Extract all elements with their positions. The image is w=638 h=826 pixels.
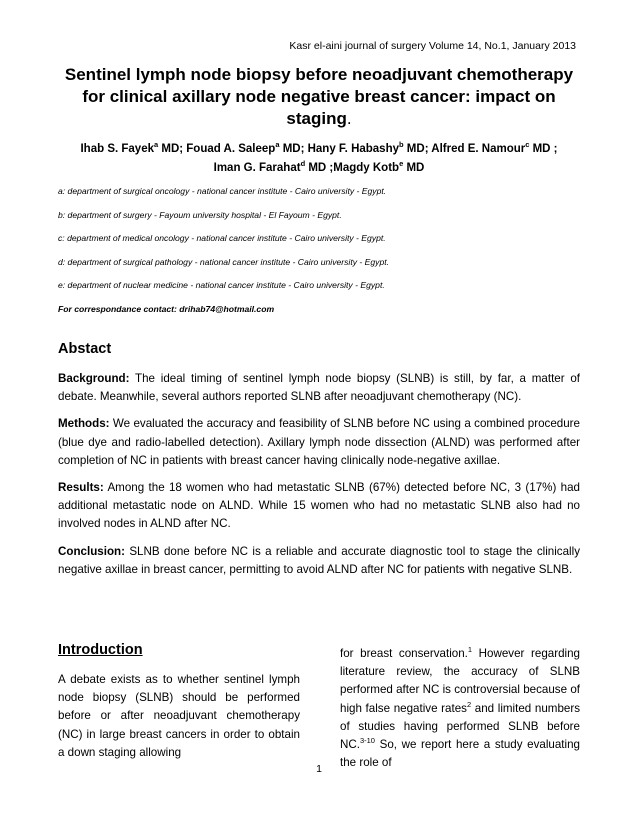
results-text: Among the 18 women who had metastatic SLNB (67%) detected before NC, 3 (17%) had additional metastatic node on ALND. While 15 women who had no metastatic SLNB also had no involved nodes in ALND after NC.: [58, 481, 580, 531]
abstract-background: [58, 370, 580, 406]
intro-text: and limited numbers of studies having performed SLNB before NC.: [340, 701, 580, 752]
paper-title: [58, 64, 580, 130]
conclusion-text: SLNB done before NC is a reliable and accurate diagnostic tool to stage the clinically negative axillae in breast cancer, permitting to avoid ALND after NC for patients with negative SLNB.: [58, 544, 580, 576]
author-list: [58, 140, 580, 178]
citation-ref: 3-10: [359, 736, 375, 746]
author-name: Iman G. Farahat: [213, 162, 301, 174]
affiliation-c: c: department of medical oncology - national cancer institute - Cairo university - Egypt.: [58, 233, 386, 243]
journal-header: Kasr el-aini journal of surgery Volume 14, No.1, January 2013: [289, 40, 576, 52]
author-degree: MD;: [158, 143, 187, 155]
intro-text: So, we report here a study evaluating the role of: [340, 738, 580, 770]
author-degree: MD ;: [305, 162, 334, 174]
author-affil-mark: e: [399, 159, 404, 168]
abstract-methods: [58, 415, 580, 470]
author-name: Alfred E. Namour: [431, 143, 526, 155]
page-number: 1: [316, 763, 322, 775]
author-affil-mark: b: [399, 140, 404, 149]
introduction-right-column: [340, 645, 580, 772]
introduction-left-column: A debate exists as to whether sentinel lymph node biopsy (SLNB) should be performed before or after neoadjuvant chemotherapy (NC) in large breast cancers in order to obtain a down staging allowing: [58, 673, 300, 759]
author-affil-mark: a: [154, 140, 159, 149]
title-main: Sentinel lymph node biopsy before neoadjuvant chemotherapy for clinical axillary node negative breast cancer: impact on staging: [64, 65, 574, 128]
affiliation-d: d: department of surgical pathology - national cancer institute - Cairo university - Egypt.: [58, 256, 390, 267]
abstract-conclusion: [58, 543, 580, 579]
correspondence-contact: For correspondance contact: drihab74@hotmail.com: [58, 303, 275, 314]
methods-text: We evaluated the accuracy and feasibility of SLNB before NC using a combined procedure (blue dye and radio-labelled detection). Axillary lymph node dissection (ALND) was performed after completion of NC in patients with breast cancer having clinically node-negative axillae.: [58, 417, 580, 467]
abstract-heading: Abstact: [58, 341, 112, 357]
intro-text: for breast conservation.: [340, 647, 468, 660]
affiliation-b: b: department of surgery - Fayoum university hospital - El Fayoum - Egypt.: [58, 209, 342, 220]
introduction-heading: Introduction: [58, 642, 143, 658]
author-affil-mark: c: [525, 140, 530, 149]
author-name: Hany F. Habashy: [307, 143, 400, 155]
author-affil-mark: d: [300, 159, 306, 168]
author-name: Ihab S. Fayek: [80, 143, 154, 155]
author-line-2: [58, 159, 580, 178]
abstract-body: [58, 370, 580, 588]
affiliation-e: e: department of nuclear medicine - national cancer institute - Cairo university - Egypt.: [58, 280, 385, 290]
abstract-results: [58, 479, 580, 534]
author-degree: MD;: [403, 143, 432, 155]
affiliation-list: [58, 184, 580, 316]
results-label: Results:: [58, 481, 104, 495]
affiliation-a: a: department of surgical oncology - national cancer institute - Cairo university - Egypt.: [58, 186, 387, 196]
author-degree: MD;: [279, 143, 308, 155]
background-text: The ideal timing of sentinel lymph node biopsy (SLNB) is still, by far, a matter of debate. Meanwhile, several authors reported SLNB after neoadjuvant chemotherapy (NC).: [58, 372, 580, 404]
background-label: Background:: [58, 372, 130, 385]
author-degree: MD: [403, 162, 425, 174]
author-name: Fouad A. Saleep: [186, 143, 276, 155]
methods-label: Methods:: [58, 417, 110, 431]
author-name: Magdy Kotb: [333, 162, 400, 174]
author-affil-mark: a: [275, 140, 280, 149]
citation-ref: 1: [467, 645, 473, 654]
conclusion-label: Conclusion:: [58, 544, 125, 558]
citation-ref: 2: [466, 699, 472, 709]
author-line-1: [58, 140, 580, 159]
intro-text: However regarding literature review, the accuracy of SLNB performed after NC is controversial because of high false negative rates: [340, 647, 580, 715]
author-degree: MD ;: [529, 143, 558, 155]
title-period: .: [346, 109, 352, 128]
